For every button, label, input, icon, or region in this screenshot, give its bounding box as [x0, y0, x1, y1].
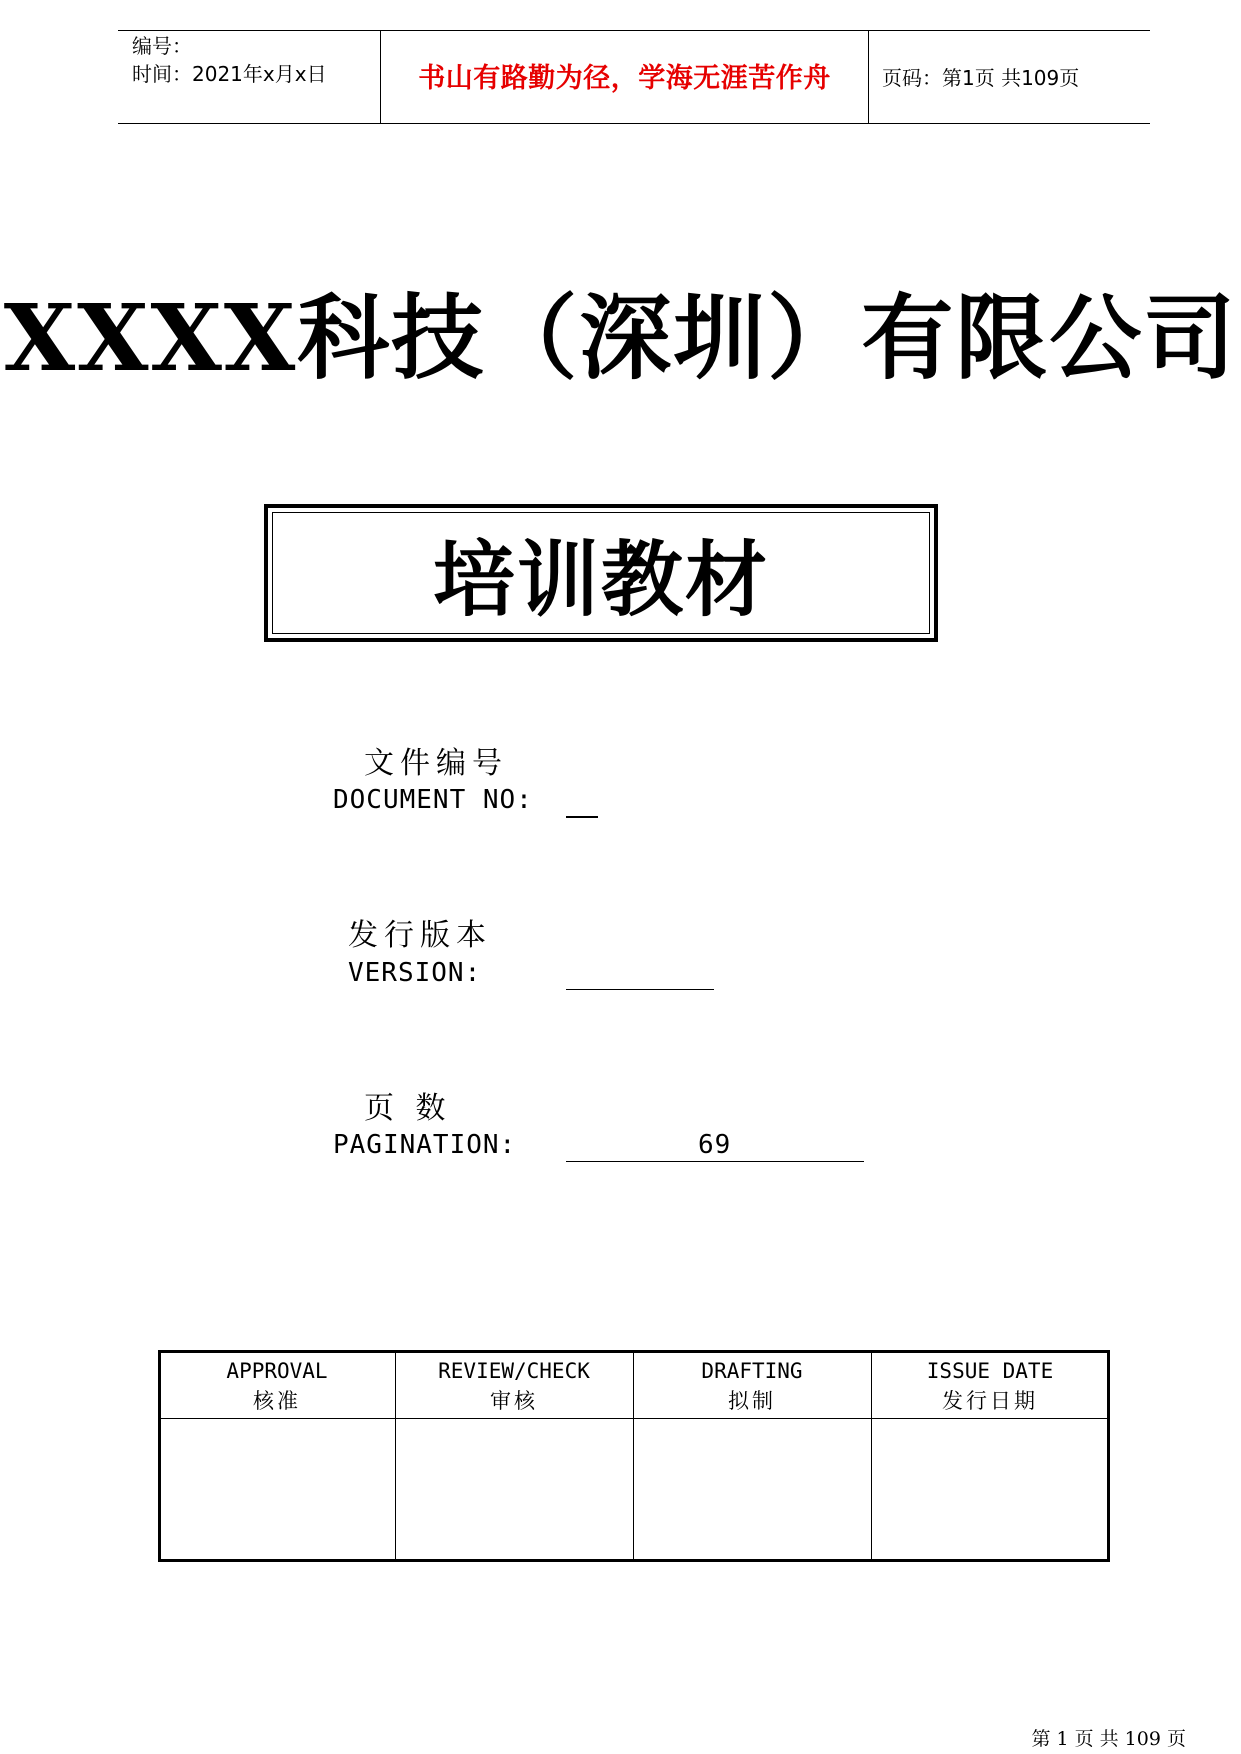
approval-table-header-rule	[158, 1418, 1110, 1419]
issue-date-header-en: ISSUE DATE	[926, 1359, 1054, 1383]
review-column-header	[396, 1356, 632, 1416]
header-number-label: 编号：	[132, 34, 192, 58]
version-label-cn: 发行版本	[348, 918, 492, 953]
approval-header-en: APPROVAL	[226, 1359, 328, 1383]
drafting-column-header	[634, 1356, 870, 1416]
pages-label-cn: 页 数	[364, 1091, 452, 1126]
header-bottom-rule	[118, 123, 1150, 124]
header-motto: 书山有路勤为径，学海无涯苦作舟	[418, 63, 831, 94]
review-header-en: REVIEW/CHECK	[438, 1359, 590, 1383]
company-name: XXXX科技（深圳）有限公司	[3, 284, 1238, 392]
drafting-header-en: DRAFTING	[701, 1359, 803, 1383]
header-top-rule	[118, 30, 1150, 31]
approval-column-header	[159, 1356, 395, 1416]
doc-no-label-cn: 文件编号	[364, 746, 508, 781]
issue-date-header-cn: 发行日期	[942, 1389, 1038, 1413]
doc-no-underline	[566, 816, 598, 818]
document-title: 培训教材	[432, 531, 769, 628]
page-footer: 第 1 页 共 109 页	[1031, 1728, 1186, 1750]
issue-date-column-header	[872, 1356, 1108, 1416]
version-label-en: VERSION:	[348, 958, 482, 988]
header-divider	[868, 30, 869, 124]
document-title-box	[264, 504, 938, 642]
document-title-inner-frame	[272, 512, 930, 634]
approval-header-cn: 核准	[253, 1389, 301, 1413]
review-header-cn: 审核	[490, 1389, 538, 1413]
pages-label-en: PAGINATION:	[333, 1130, 517, 1160]
version-underline	[566, 989, 714, 990]
pages-underline	[566, 1161, 864, 1162]
pages-value: 69	[698, 1130, 732, 1160]
header-page-info: 页码：第1页 共109页	[882, 66, 1080, 90]
header-time-label: 时间：2021年x月x日	[132, 62, 327, 86]
drafting-header-cn: 拟制	[728, 1389, 776, 1413]
doc-no-label-en: DOCUMENT NO:	[333, 785, 533, 815]
